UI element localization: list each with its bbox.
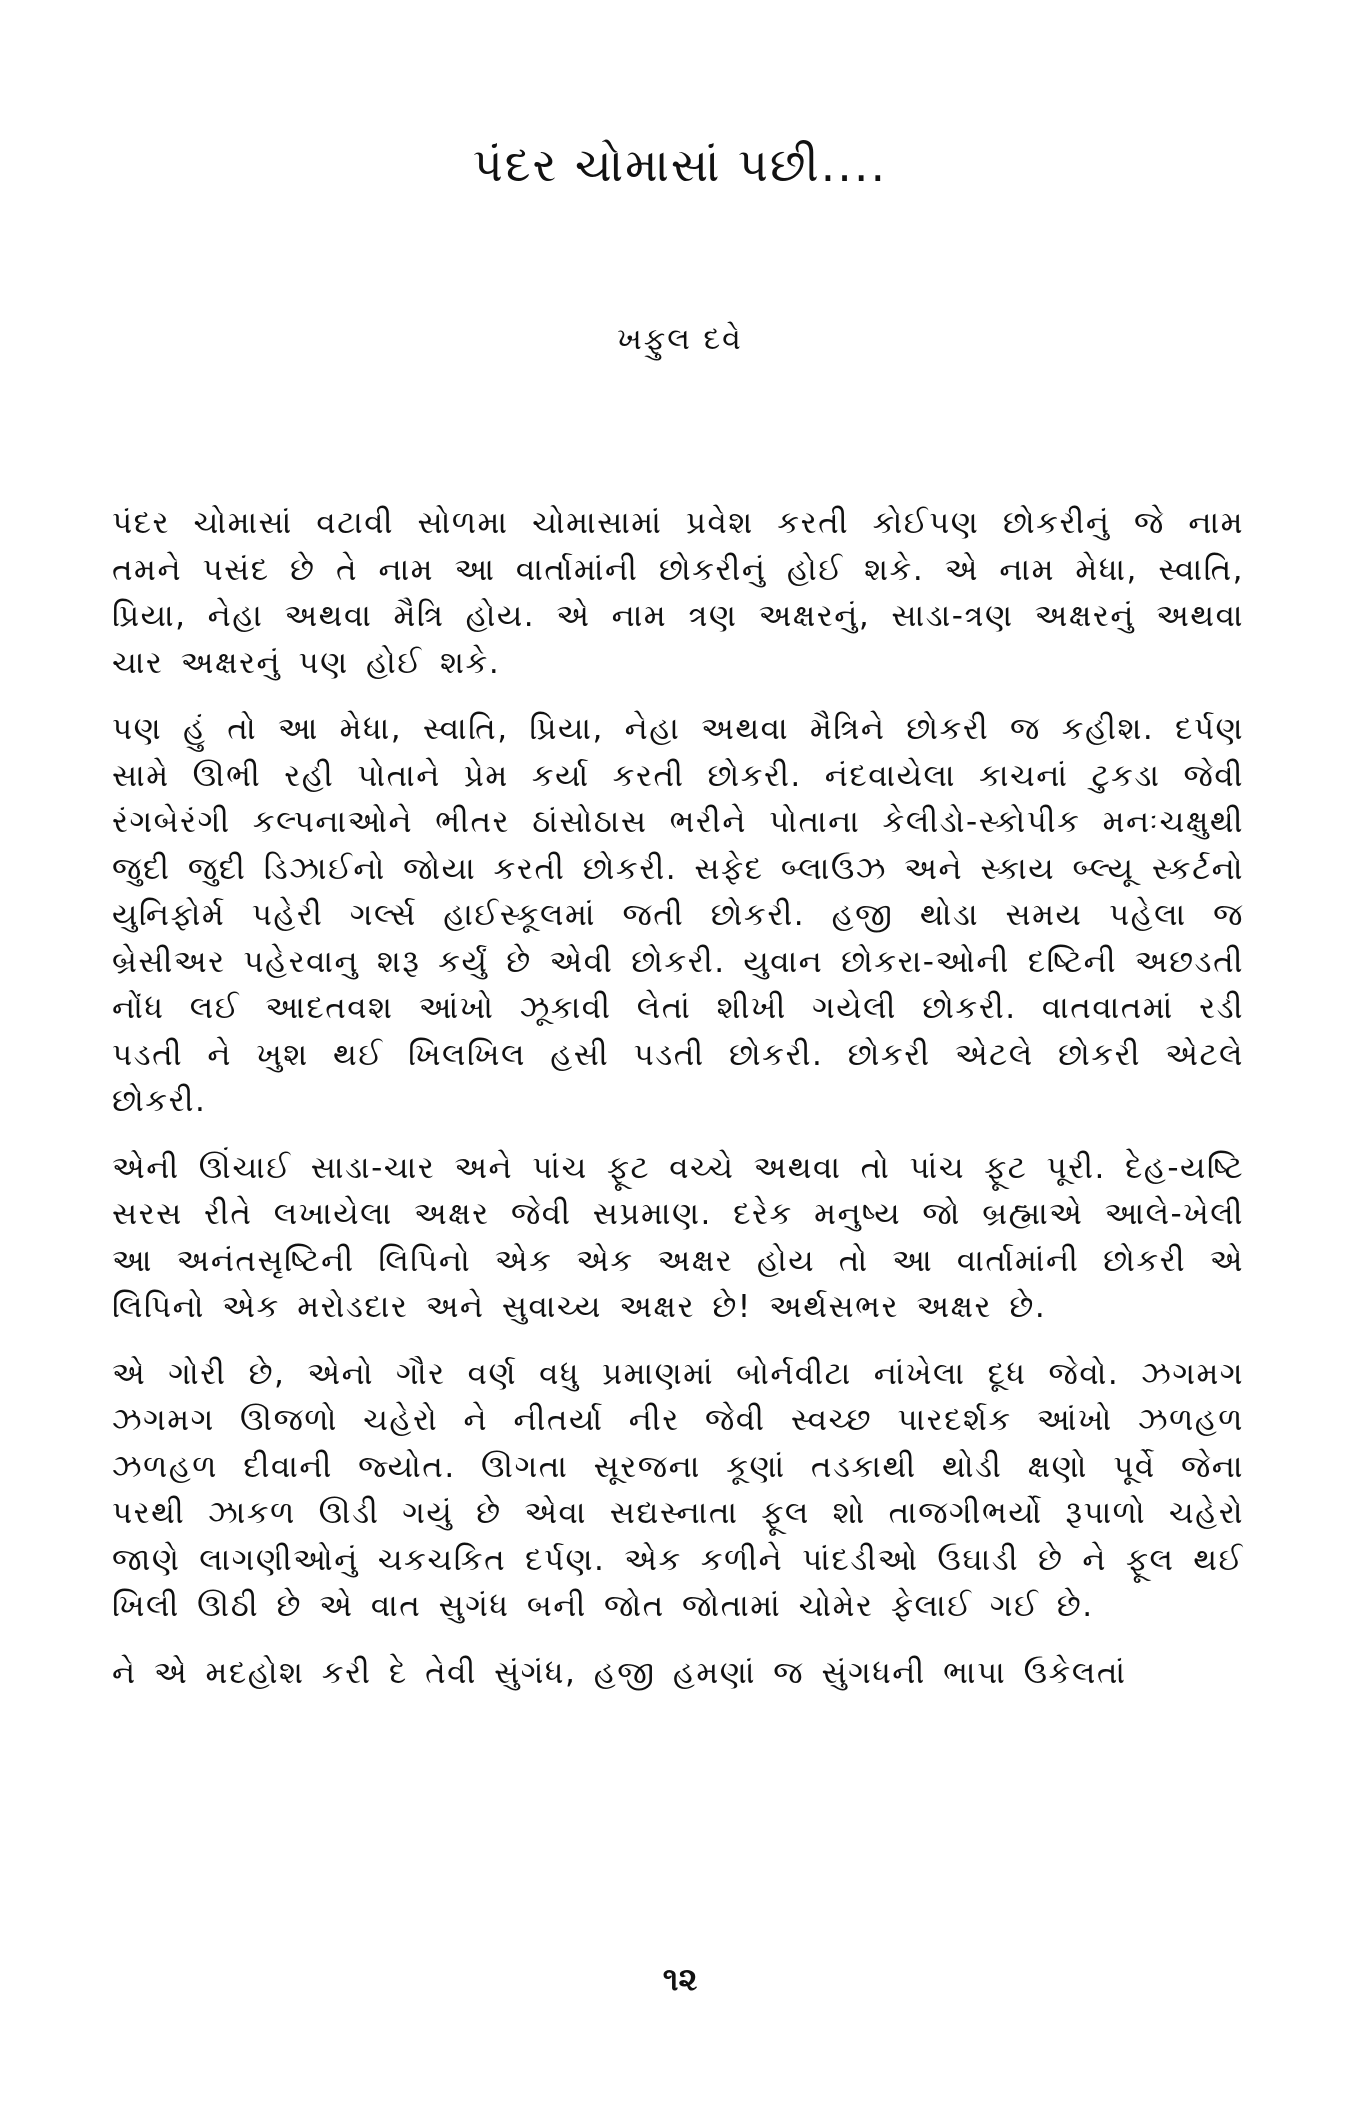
paragraph-4: એ ગોરી છે, એનો ગૌર વર્ણ વધુ પ્રમાણમાં બોર્નવીટા નાંખેલા દૂધ જેવો. ઝગમગ ઝગમગ ઊજળો ચહેરો ને નીતર્યા નીર જેવી સ્વચ્છ પારદર્શક આંખો ઝળહળ ઝળહળ દીવાની જ્યોત. ઊગતા સૂરજના કૂણાં તડકાથી થોડી ક્ષણો પૂર્વે જેના પરથી ઝાકળ ઊડી ગયું છે એવા સદ્યસ્નાતા ફૂલ શો તાજગીભર્યો રૂપાળો ચહેરો જાણે લાગણીઓનું ચકચકિત દર્પણ. એક કળીને પાંદડીઓ ઉઘાડી છે ને ફૂલ થઈ ખિલી ઊઠી છે એ વાત સુગંધ બની જોત જોતામાં ચોમેર ફેલાઈ ગઈ છે. bbox=[112, 1355, 1244, 1624]
paragraph-1: પંદર ચોમાસાં વટાવી સોળમા ચોમાસામાં પ્રવેશ કરતી કોઈપણ છોકરીનું જે નામ તમને પસંદ છે તે નામ આ વાર્તામાંની છોકરીનું હોઈ શકે. એ નામ મેધા, સ્વાતિ, પ્રિયા, નેહા અથવા મૈત્રિ હોય. એ નામ ત્રણ અક્ષરનું, સાડા-ત્રણ અક્ષરનું અથવા ચાર અક્ષરનું પણ હોઈ શકે. bbox=[112, 505, 1244, 681]
story-body bbox=[112, 500, 1244, 1716]
paragraph-5: ને એ મદહોશ કરી દે તેવી સુંગંધ, હજી હમણાં જ સુંગધની ભાપા ઉકેલતાં bbox=[112, 1654, 1127, 1691]
story-title: પંદર ચોમાસાં પછી.... bbox=[472, 138, 888, 192]
page-number: ૧૨ bbox=[662, 1960, 698, 1998]
paragraph-3: એની ઊંચાઈ સાડા-ચાર અને પાંચ ફૂટ વચ્ચે અથવા તો પાંચ ફૂટ પૂરી. દેહ-યષ્ટિ સરસ રીતે લખાયેલા અક્ષર જેવી સપ્રમાણ. દરેક મનુષ્ય જો બ્રહ્માએ આલે-ખેલી આ અનંતસૃષ્ટિની લિપિનો એક એક અક્ષર હોય તો આ વાર્તામાંની છોકરી એ લિપિનો એક મરોડદાર અને સુવાચ્ય અક્ષર છે! અર્થસભર અક્ષર છે. bbox=[112, 1149, 1244, 1325]
paragraph-2: પણ હું તો આ મેધા, સ્વાતિ, પ્રિયા, નેહા અથવા મૈત્રિને છોકરી જ કહીશ. દર્પણ સામે ઊભી રહી પોતાને પ્રેમ કર્યા કરતી છોકરી. નંદવાયેલા કાચનાં ટુકડા જેવી રંગબેરંગી કલ્પનાઓને ભીતર ઠાંસોઠાસ ભરીને પોતાના કેલીડો-સ્કોપીક મનઃચક્ષુથી જુદી જુદી ડિઝાઈનો જોયા કરતી છોકરી. સફેદ બ્લાઉઝ અને સ્કાય બ્લ્યૂ સ્કર્ટનો યુનિફોર્મ પહેરી ગર્લ્સ હાઈસ્કૂલમાં જતી છોકરી. હજી થોડા સમય પહેલા જ બ્રેસીઅર પહેરવાનુ શરૂ કર્યું છે એવી છોકરી. યુવાન છોકરા-ઓની દષ્ટિની અછડતી નોંધ લઈ આદતવશ આંખો ઝૂકાવી લેતાં શીખી ગયેલી છોકરી. વાતવાતમાં રડી પડતી ને ખુશ થઈ ખિલખિલ હસી પડતી છોકરી. છોકરી એટલે છોકરી એટલે છોકરી. bbox=[112, 711, 1245, 1119]
author-name: ખફુલ દવે bbox=[617, 322, 743, 357]
